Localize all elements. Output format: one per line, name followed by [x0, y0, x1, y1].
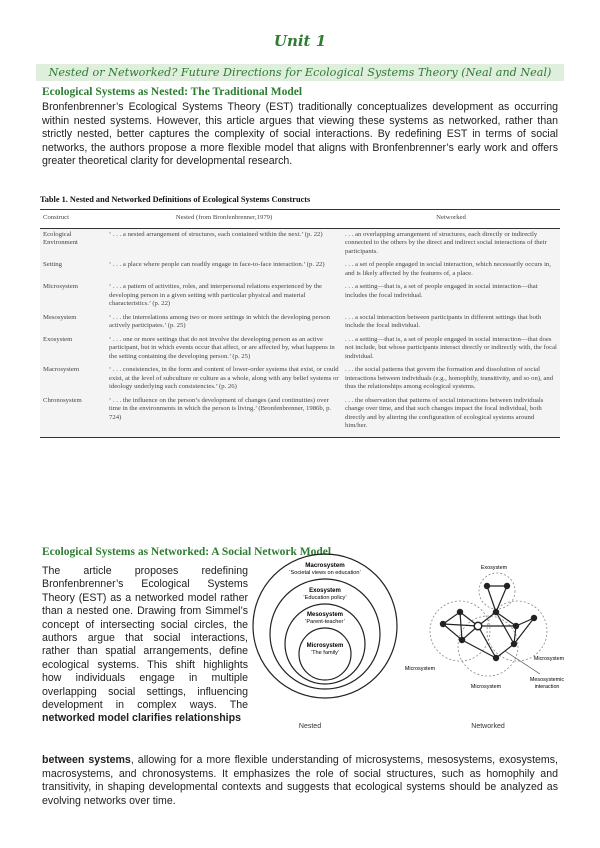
interaction-label: interaction: [534, 684, 560, 690]
constructs-table: [40, 209, 560, 438]
table-cell-nested: ‘ . . . the interrelations among two or more settings in which the developing person actively participates.’ (p. 25): [109, 313, 331, 329]
exosystem-example: ‘Education policy’: [303, 595, 347, 601]
microsystem-left-network-label: Microsystem: [404, 666, 436, 672]
network-node: [457, 609, 463, 615]
microsystem-bottom-network-label: Microsystem: [470, 684, 502, 690]
table-cell-networked: . . . a setting—that is, a set of people engaged in social interaction—that includes the focal individual.: [345, 283, 538, 299]
exosystem-circle: [479, 573, 515, 609]
section-paragraph-nested: Bronfenbrenner’s Ecological Systems Theory (EST) traditionally conceptualizes development as occurring within nested systems. However, this article argues that viewing these systems as networked, rather than strictly nested, better captures the complexity of social interactions. By redefining EST in terms of social networks, the authors propose a more flexible model that aligns with Bronfenbrenner’s early work and offers greater theoretical clarity for developmental research.: [42, 101, 558, 167]
network-node: [484, 583, 490, 589]
table-row: [40, 259, 560, 281]
paragraph-text-continued: , allowing for a more flexible understanding of microsystems, mesosystems, exosystems, macrosystems, and chronosystems. It emphasizes the role of social structures, such as homophily and transitivity, in shaping developmental contexts and suggests that ecological systems should be analyzed as evolving networks over time.: [42, 754, 558, 807]
table-cell-construct: Mesosystem: [43, 313, 77, 321]
mesosystemic-pointer: [505, 651, 540, 674]
table-cell-nested: ‘ . . . a place where people can readily engage in face-to-face interaction.’ (p. 22): [109, 261, 325, 268]
table-cell-nested: ‘ . . . the influence on the person’s development of changes (and continuities) over time in the environments in which the person is living.’ (Bronfenbrenner, 1986b, p. 724): [106, 395, 342, 438]
table-cell-construct: Setting: [43, 261, 62, 268]
table-cell-construct: Ecological Environment: [43, 230, 78, 246]
bold-phrase-continued: between systems: [42, 754, 131, 766]
table-cell-networked: . . . the social patterns that govern the formation and dissolution of social interactions between individuals (e.g., homophily, transitivity, and so on), and thus the relationships among ecological systems.: [345, 366, 554, 390]
table-row: [40, 395, 560, 438]
subtitle: Nested or Networked? Future Directions for Ecological Systems Theory (Neal and Neal): [48, 66, 552, 79]
table-cell-construct: Microsystem: [43, 283, 78, 290]
table-row: [40, 334, 560, 365]
table-cell-construct: Macrosystem: [43, 366, 80, 373]
table-caption: Table 1. Nested and Networked Definitions of Ecological Systems Constructs: [40, 195, 311, 204]
network-node: [511, 641, 517, 647]
table-row: [40, 312, 560, 334]
table-row: [40, 281, 560, 312]
focal-individual-node: [474, 622, 482, 630]
table-cell-networked: . . . a social interaction between participants in different settings that both include the focal individual.: [345, 313, 542, 329]
exosystem-label: Exosystem: [309, 588, 341, 594]
network-node: [459, 637, 465, 643]
networked-model-diagram: [405, 565, 565, 730]
network-node: [531, 615, 537, 621]
table-cell-construct: Chronosystem: [40, 395, 106, 438]
exosystem-network-label: Exosystem: [480, 565, 508, 571]
network-node: [504, 583, 510, 589]
microsystem-label: Microsystem: [306, 643, 344, 649]
mesosystemic-label: Mesosystemic: [529, 677, 565, 683]
table-header-networked: Networked: [342, 210, 560, 229]
table-cell-nested: ‘ . . . a pattern of activities, roles, and interpersonal relations experienced by the developing person in a given setting with particular physical and material characteristics.’ (p. 22): [109, 283, 322, 307]
macrosystem-example: ‘Societal views on education’: [289, 570, 361, 576]
microsystem-example: ‘The family’: [310, 650, 340, 656]
network-node: [440, 621, 446, 627]
mesosystem-example: ‘Parent-teacher’: [305, 619, 345, 625]
section-heading-nested: Ecological Systems as Nested: The Traditional Model: [42, 86, 303, 98]
table-cell-networked: . . . the observation that patterns of social interactions between individuals change over time, and that such changes impact the focal individual, both directly and by altering the configuration of ecological systems around him/her.: [342, 395, 560, 438]
table-cell-nested: ‘ . . . a nested arrangement of structures, each contained within the next.’ (p. 22): [109, 230, 323, 238]
nested-model-diagram: [253, 554, 397, 730]
mesosystem-label: Mesosystem: [306, 612, 344, 618]
table-cell-networked: . . . a setting—that is, a set of people engaged in social interaction—that does not include, but whose participants interact directly or indirectly with, the focal individual.: [345, 335, 557, 360]
network-nodes: [440, 583, 537, 661]
table-row: [40, 364, 560, 395]
section-paragraph-networked-continued: [42, 754, 558, 808]
network-node: [493, 655, 499, 661]
table-cell-nested: ‘ . . . consistencies, in the form and content of lower-order systems that exist, or could exist, at the level of subculture or culture as a whole, along with any belief systems or ideology underlying such consistencies.’ (p. 26): [109, 366, 339, 390]
table-cell-networked: . . . a set of people engaged in social interaction, which necessarily occurs in, and is likely affected by the features of, a place.: [345, 261, 551, 277]
microsystem-right-network-label: Microsystem: [533, 656, 565, 662]
section-heading-networked: Ecological Systems as Networked: A Social Network Model: [42, 546, 332, 558]
table-cell-networked: . . . an overlapping arrangement of structures, each directly or indirectly connected to the others by the direct and indirect social interactions of their participants.: [345, 230, 547, 255]
network-node: [493, 609, 499, 615]
table-row: [40, 228, 560, 259]
table-header-row: [40, 210, 560, 229]
macrosystem-label: Macrosystem: [305, 562, 345, 569]
table-header-construct: Construct: [40, 210, 106, 229]
ecological-systems-figure: [250, 548, 575, 738]
section-paragraph-networked: [42, 565, 248, 726]
table-header-nested: Nested (from Bronfenbrenner,1979): [106, 210, 342, 229]
table-cell-construct: Exosystem: [43, 335, 73, 343]
network-node: [513, 623, 519, 629]
bold-phrase: networked model clarifies relationships: [42, 712, 241, 725]
network-ties: [443, 586, 534, 658]
unit-title: Unit 1: [273, 32, 327, 50]
nested-caption: Nested: [298, 723, 322, 730]
networked-caption: Networked: [471, 723, 505, 730]
paragraph-text: The article proposes redefining Bronfenbrenner’s Ecological Systems Theory (EST) as a networked model rather than a nested one. Drawing from Simmel’s concept of intersecting social circles, the authors argue that social interactions, rather than spatial arrangements, define ecological systems. This shift highlights how individuals engage in multiple overlapping social settings, influencing development in complex ways. The: [42, 565, 248, 712]
table-cell-nested: ‘ . . . one or more settings that do not involve the developing person as an active participant, but in which events occur that affect, or are affected by, what happens in the setting containing the developing person.’ (p. 25): [109, 335, 335, 360]
